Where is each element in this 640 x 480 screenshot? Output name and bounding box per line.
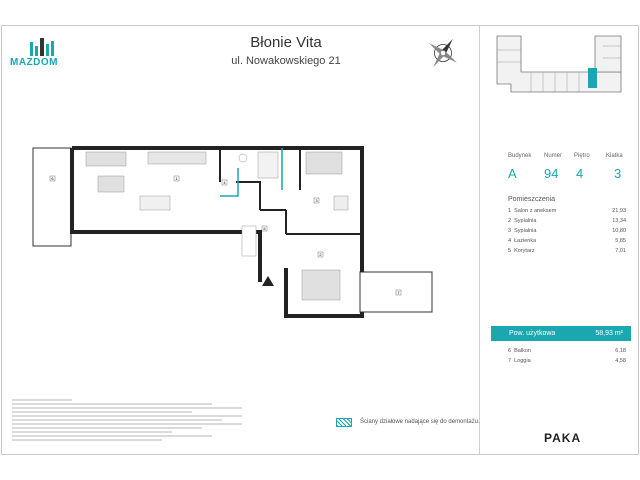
legend-swatch <box>336 418 352 427</box>
label-r6: 6 <box>51 176 54 181</box>
address: ul. Nowakowskiego 21 <box>231 55 341 67</box>
developer-logo: PAKA <box>544 431 582 445</box>
label-number: Numer <box>544 153 563 159</box>
page-title: Błonie Vita <box>250 34 322 51</box>
bathtub <box>258 152 278 178</box>
building-keyplan <box>491 32 631 100</box>
label-r3: 3 <box>315 198 318 203</box>
value-building: A <box>508 166 517 181</box>
rooms-title: Pomieszczenia <box>508 196 556 203</box>
legend-text: Ściany działowe nadające się do demontażu. <box>360 419 480 425</box>
fine-print-notes <box>12 398 252 448</box>
value-stair: 3 <box>614 166 622 181</box>
label-r2: 2 <box>319 252 322 257</box>
highlighted-unit <box>588 68 597 88</box>
extra-row: 7 Loggia 4,58 <box>508 358 626 364</box>
value-floor: 4 <box>576 166 584 181</box>
label-r4: 4 <box>223 180 226 185</box>
usable-area-bar <box>491 326 631 341</box>
label-floor: Piętro <box>574 153 590 159</box>
room-row: 1 Salon z aneksem 21,93 <box>508 208 626 214</box>
label-building: Budynek <box>508 153 532 159</box>
kitchen-counter <box>148 152 206 164</box>
dining-table <box>140 196 170 210</box>
label-r1: 1 <box>175 176 178 181</box>
balcony-area <box>33 148 71 246</box>
room-row: 2 Sypialnia 13,34 <box>508 218 626 224</box>
label-r7: 7 <box>397 290 400 295</box>
room-row: 3 Sypialnia 10,80 <box>508 228 626 234</box>
bed-2 <box>302 270 340 300</box>
value-number: 94 <box>544 166 559 181</box>
armchair <box>98 176 124 192</box>
usable-area-label: Pow. użytkowa <box>509 330 556 337</box>
bed-1 <box>306 152 342 174</box>
wardrobe <box>242 226 256 256</box>
room-row: 4 Łazienka 5,85 <box>508 238 626 244</box>
toilet <box>239 154 247 162</box>
sofa <box>86 152 126 166</box>
label-stair: Klatka <box>606 153 623 159</box>
brand-name: MAZDOM <box>10 57 58 68</box>
label-r5: 5 <box>263 226 266 231</box>
extra-row: 6 Balkon 6,18 <box>508 348 626 354</box>
usable-area-value: 58,93 m² <box>595 330 623 337</box>
room-row: 5 Korytarz 7,01 <box>508 248 626 254</box>
entrance-marker <box>262 276 274 286</box>
desk <box>334 196 348 210</box>
